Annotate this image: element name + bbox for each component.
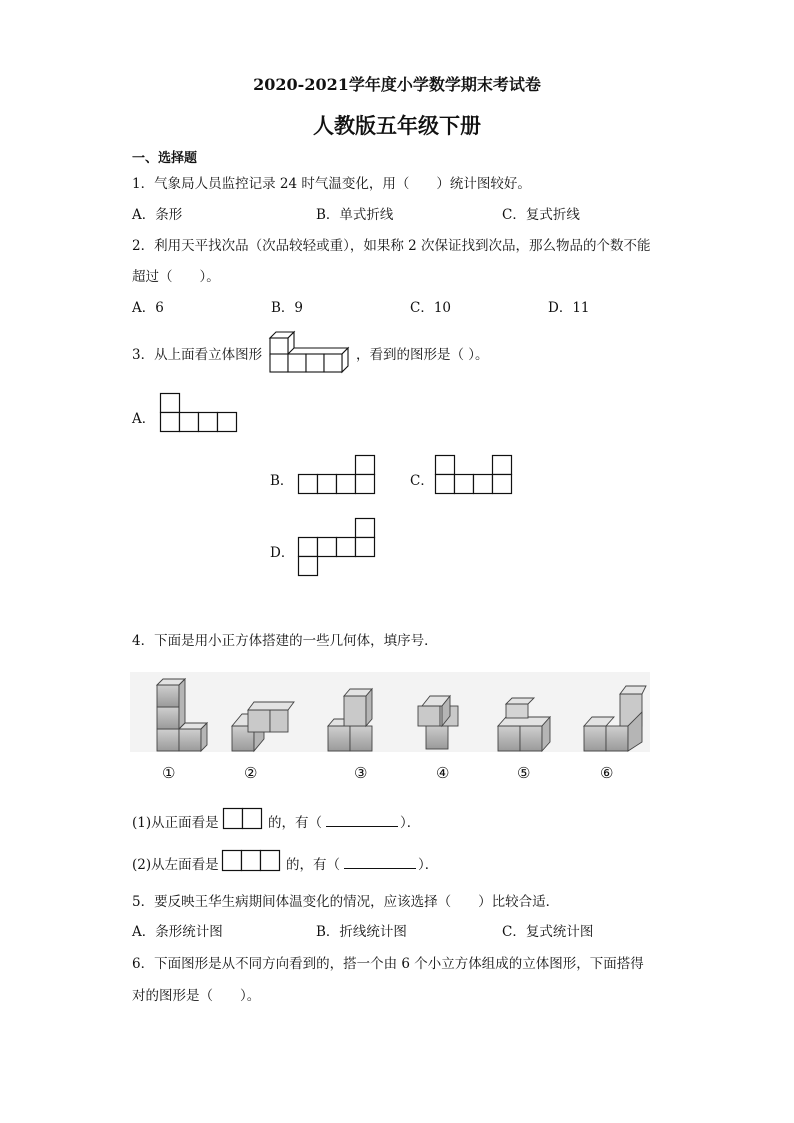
q4-solids-figure xyxy=(130,662,650,784)
q4-sub2-prefix: (2)从左面看是 xyxy=(132,857,219,873)
q1-option-c[interactable]: C．复式折线 xyxy=(502,207,580,223)
q2-option-a[interactable]: A．6 xyxy=(132,300,164,316)
q4-sub2-figure xyxy=(222,850,282,872)
q4-sub1-end: ）． xyxy=(400,815,421,831)
q4-sub1-answer-blank[interactable] xyxy=(326,811,398,827)
q2-option-d[interactable]: D．11 xyxy=(548,300,590,316)
q3-option-a-label[interactable]: A． xyxy=(132,411,156,427)
q2-option-c[interactable]: C．10 xyxy=(410,300,452,316)
q4-label-6: ⑥ xyxy=(600,764,614,782)
q4-label-4: ④ xyxy=(436,764,450,782)
q4-label-2: ② xyxy=(244,764,258,782)
q4-sub2-answer-blank[interactable] xyxy=(344,853,416,869)
q3-option-b-figure[interactable] xyxy=(298,455,376,495)
q4-label-3: ③ xyxy=(354,764,368,782)
q3-option-c-figure[interactable] xyxy=(435,455,513,495)
q3-solid-figure xyxy=(268,328,356,374)
question-6-line2: 对的图形是（ ）。 xyxy=(132,988,261,1004)
q4-sub2-suffix: 的，有（ xyxy=(286,857,340,873)
q4-sub1-prefix: (1)从正面看是 xyxy=(132,815,219,831)
question-2-line2: 超过（ ）。 xyxy=(132,269,220,285)
q1-option-b[interactable]: B．单式折线 xyxy=(316,207,394,223)
exam-title: 2020-2021学年度小学数学期末考试卷 xyxy=(253,75,541,94)
q4-label-5: ⑤ xyxy=(517,764,531,782)
q3-option-c-label[interactable]: C． xyxy=(410,473,434,489)
q3-option-b-label[interactable]: B． xyxy=(270,473,294,489)
q4-sub1-suffix: 的，有（ xyxy=(268,815,322,831)
q3-option-d-figure[interactable] xyxy=(298,518,376,578)
section-heading: 一、选择题 xyxy=(132,151,198,166)
q3-option-d-label[interactable]: D． xyxy=(270,545,295,561)
question-6-line1: 6．下面图形是从不同方向看到的，搭一个由 6 个小立方体组成的立体图形，下面搭得 xyxy=(132,956,644,972)
q4-sub1-figure xyxy=(223,808,263,830)
question-5-text: 5．要反映王华生病期间体温变化的情况，应该选择（ ）比较合适． xyxy=(132,894,560,910)
q4-sub2-end: ）． xyxy=(418,857,439,873)
question-3-prefix: 3．从上面看立体图形 xyxy=(132,347,263,363)
question-3-suffix: ，看到的图形是（ ）。 xyxy=(356,347,489,363)
question-2-line1: 2．利用天平找次品（次品较轻或重），如果称 2 次保证找到次品，那么物品的个数不能 xyxy=(132,238,651,254)
q5-option-b[interactable]: B．折线统计图 xyxy=(316,924,407,940)
q3-option-a-figure[interactable] xyxy=(160,393,238,433)
q5-option-c[interactable]: C．复式统计图 xyxy=(502,924,594,940)
q2-option-b[interactable]: B．9 xyxy=(271,300,304,316)
q5-option-a[interactable]: A．条形统计图 xyxy=(132,924,223,940)
question-1-text: 1．气象局人员监控记录 24 时气温变化，用（ ）统计图较好。 xyxy=(132,176,531,192)
q4-label-1: ① xyxy=(162,764,176,782)
q1-option-a[interactable]: A．条形 xyxy=(132,207,183,223)
exam-subtitle: 人教版五年级下册 xyxy=(313,113,481,138)
question-4-text: 4．下面是用小正方体搭建的一些几何体，填序号． xyxy=(132,633,438,649)
